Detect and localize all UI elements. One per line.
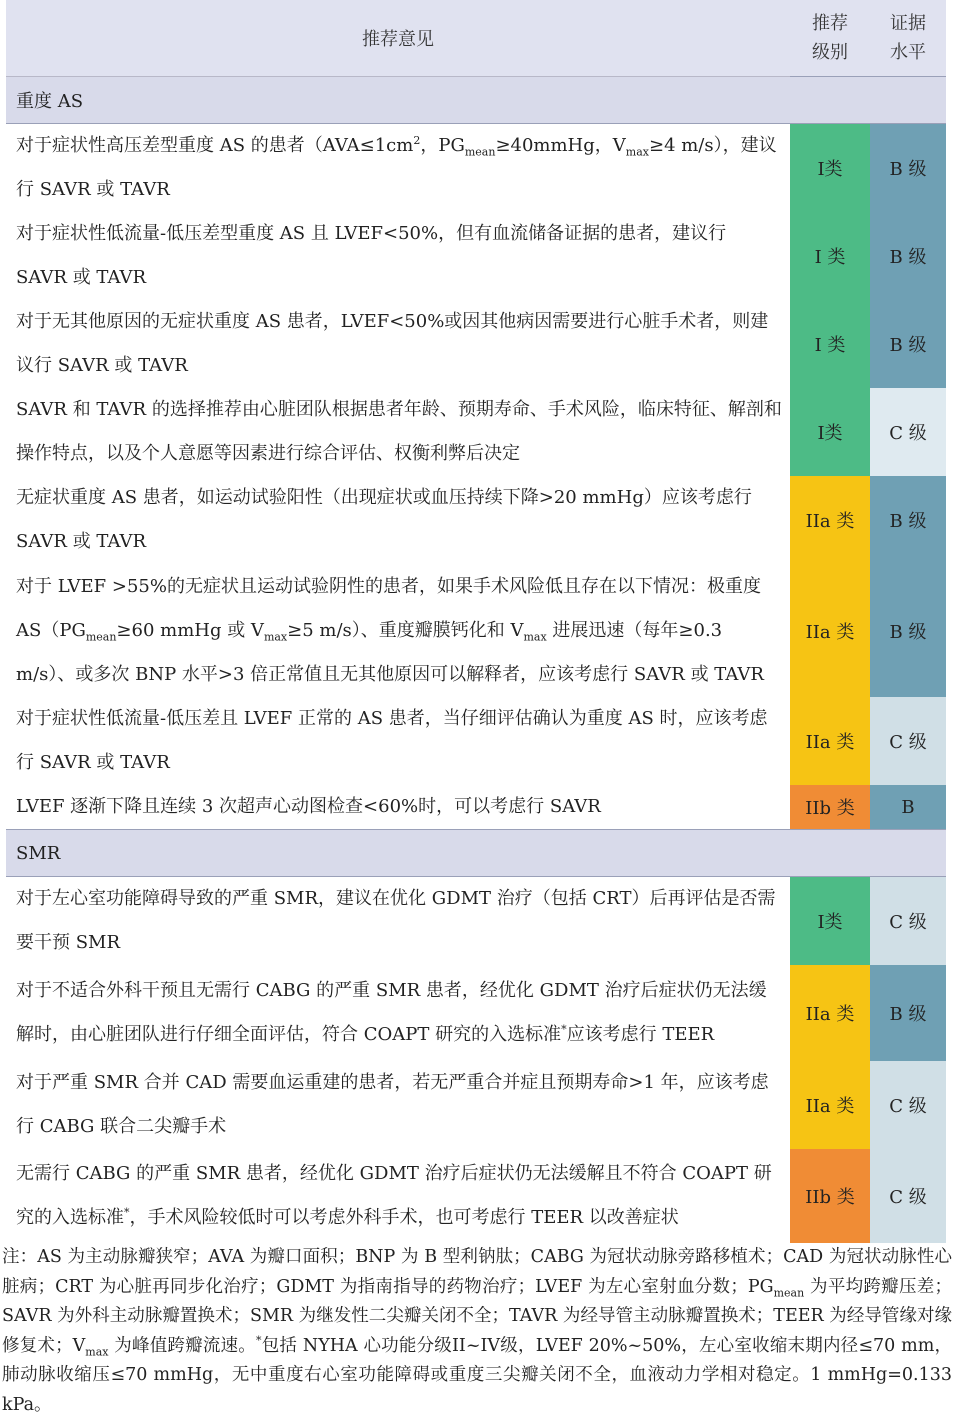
header-class-line2: 级别 <box>812 42 848 63</box>
table-row <box>6 564 946 697</box>
table-header-row <box>6 0 946 77</box>
recommendation-text: 对于症状性高压差型重度 AS 的患者（$AVA\le 1cm^2$，$PG_{mean}\ge 40mmHg$，$V_{max}\ge 4$ m/s），建议行 SAVR 或 TAVR <box>16 134 777 200</box>
recommendation-text: 无需行 CABG 的严重 SMR 患者，经优化 GDMT 治疗后症状仍无法缓解且不符合 COAPT 研究的入选标准*，手术风险较低时可以考虑外科手术，也可考虑行 TEER 以改善症状 <box>16 1163 772 1228</box>
level-cell: C 级 <box>870 1061 946 1149</box>
table-row <box>6 1061 946 1149</box>
class-cell: IIb 类 <box>790 1149 870 1243</box>
recommendation-table <box>6 0 946 1243</box>
class-cell: IIa 类 <box>790 1061 870 1149</box>
class-cell: I 类 <box>790 300 870 388</box>
section-row-smr <box>6 830 946 877</box>
class-cell: I类 <box>790 388 870 476</box>
header-level <box>870 0 946 77</box>
header-level-line2: 水平 <box>890 42 926 63</box>
level-cell: C 级 <box>870 388 946 476</box>
table-row <box>6 1149 946 1243</box>
class-cell: IIa 类 <box>790 697 870 785</box>
recommendation-text: 对于 LVEF >55%的无症状且运动试验阴性的患者，如果手术风险低且存在以下情况：极重度 $AS(PG_{mean}\ge 60$ mmHg 或 $V_{max}\ge 5$ m/s）、重度瓣膜钙化和 $V_{max}$ 进展迅速（每年≥0.3 m/s）、或多次 BNP 水平>3 倍正常值且无其他原因可以解释者，应该考虑行 SAVR 或 TAVR <box>16 575 764 685</box>
level-cell: B 级 <box>870 564 946 697</box>
class-cell: IIa 类 <box>790 476 870 564</box>
table-row <box>6 476 946 564</box>
class-cell: I 类 <box>790 212 870 300</box>
recommendation-text: 对于症状性低流量-低压差且 LVEF 正常的 AS 患者，当仔细评估确认为重度 AS 时，应该考虑行 SAVR 或 TAVR <box>16 708 768 773</box>
table-row <box>6 388 946 476</box>
table-row <box>6 785 946 830</box>
class-cell: IIb 类 <box>790 785 870 830</box>
class-cell: IIa 类 <box>790 965 870 1061</box>
level-cell: B 级 <box>870 212 946 300</box>
table-row <box>6 212 946 300</box>
recommendation-text: 无症状重度 AS 患者，如运动试验阳性（出现症状或血压持续下降>20 mmHg）应该考虑行 SAVR 或 TAVR <box>16 487 752 552</box>
class-cell: I类 <box>790 877 870 966</box>
section-title-smr: SMR <box>6 830 946 877</box>
table-row <box>6 300 946 388</box>
section-row-as <box>6 77 946 124</box>
recommendation-text: 对于严重 SMR 合并 CAD 需要血运重建的患者，若无严重合并症且预期寿命>1 年，应该考虑行 CABG 联合二尖瓣手术 <box>16 1072 769 1137</box>
header-recommendation: 推荐意见 <box>6 0 790 77</box>
recommendation-text: 对于无其他原因的无症状重度 AS 患者，LVEF<50%或因其他病因需要进行心脏手术者，则建议行 SAVR 或 TAVR <box>16 311 769 376</box>
table-footnote: 注：AS 为主动脉瓣狭窄；AVA 为瓣口面积；BNP 为 B 型利钠肽；CABG 为冠状动脉旁路移植术；CAD 为冠状动脉性心脏病；CRT 为心脏再同步化治疗；GDMT 为指南指导的药物治疗；LVEF 为左心室射血分数；$PG_{mean}$ 为平均跨瓣压差；SAVR 为外科主动脉瓣置换术；SMR 为继发性二尖瓣关闭不全；TAVR 为经导管主动脉瓣置换术；TEER 为经导管缘对缘修复术；$V_{max}$ 为峰值跨瓣流速。*包括 NYHA 心功能分级II~IV级，LVEF 20%~50%，左心室收缩末期内径≤70 mm，肺动脉收缩压≤70 mmHg，无中重度右心室功能障碍或重度三尖瓣关闭不全，血液动力学相对稳定。1 mmHg=0.133 kPa。 <box>2 1247 953 1415</box>
table-row <box>6 877 946 966</box>
guideline-table-container <box>6 0 946 1243</box>
recommendation-text: LVEF 逐渐下降且连续 3 次超声心动图检查<60%时，可以考虑行 SAVR <box>16 796 601 817</box>
level-cell: C 级 <box>870 877 946 966</box>
level-cell: B 级 <box>870 476 946 564</box>
table-row <box>6 965 946 1061</box>
class-cell: IIa 类 <box>790 564 870 697</box>
level-cell: B 级 <box>870 300 946 388</box>
header-level-line1: 证据 <box>890 13 926 34</box>
level-cell: B 级 <box>870 124 946 213</box>
level-cell: B <box>870 785 946 830</box>
recommendation-text: 对于不适合外科干预且无需行 CABG 的严重 SMR 患者，经优化 GDMT 治疗后症状仍无法缓解时，由心脏团队进行仔细全面评估，符合 COAPT 研究的入选标准*应该考虑行 TEER <box>16 980 767 1045</box>
table-row <box>6 124 946 213</box>
recommendation-text: 对于左心室功能障碍导致的严重 SMR，建议在优化 GDMT 治疗（包括 CRT）后再评估是否需要干预 SMR <box>16 888 776 953</box>
level-cell: C 级 <box>870 697 946 785</box>
header-class <box>790 0 870 77</box>
level-cell: C 级 <box>870 1149 946 1243</box>
recommendation-text: 对于症状性低流量-低压差型重度 AS 且 LVEF<50%，但有血流储备证据的患者，建议行 SAVR 或 TAVR <box>16 223 727 288</box>
class-cell: I类 <box>790 124 870 213</box>
table-row <box>6 697 946 785</box>
recommendation-text: SAVR 和 TAVR 的选择推荐由心脏团队根据患者年龄、预期寿命、手术风险，临床特征、解剖和操作特点，以及个人意愿等因素进行综合评估、权衡利弊后决定 <box>16 399 782 464</box>
level-cell: B 级 <box>870 965 946 1061</box>
section-title-as: 重度 AS <box>6 77 946 124</box>
header-class-line1: 推荐 <box>812 13 848 34</box>
